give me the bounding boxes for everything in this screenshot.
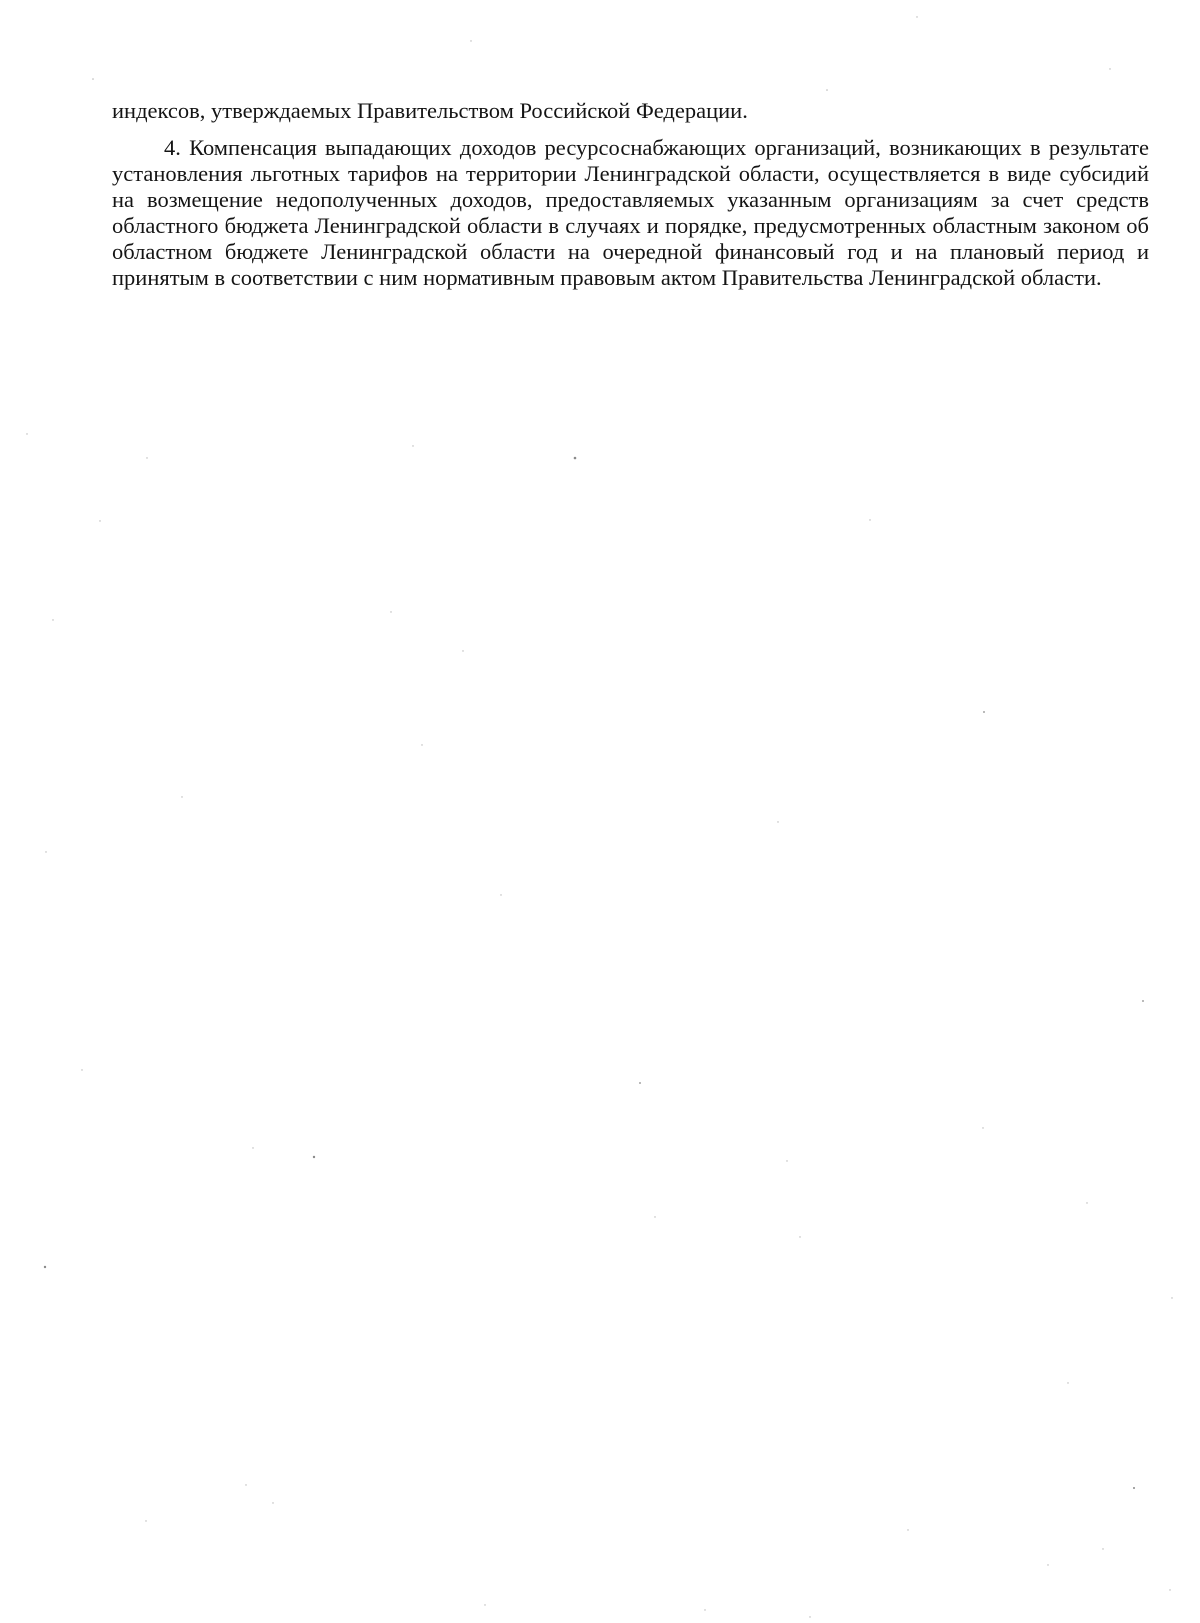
paragraph-clause-4: 4. Компенсация выпадающих доходов ресурсоснабжающих организаций, возникающих в результате установления льготных тарифов на территории Ленинградской области, осуществляется в виде субсидий на возмещение недополученных доходов, предоставляемых указанным организациям за счет средств областного бюджета Ленинградской области в случаях и порядке, предусмотренных областным законом об областном бюджете Ленинградской области на очередной финансовый год и на плановый период и принятым в соответствии с ним нормативным правовым актом Правительства Ленинградской области. <box>112 135 1149 290</box>
document-body <box>112 98 1149 291</box>
paragraph-continuation: индексов, утверждаемых Правительством Российской Федерации. <box>112 98 748 123</box>
